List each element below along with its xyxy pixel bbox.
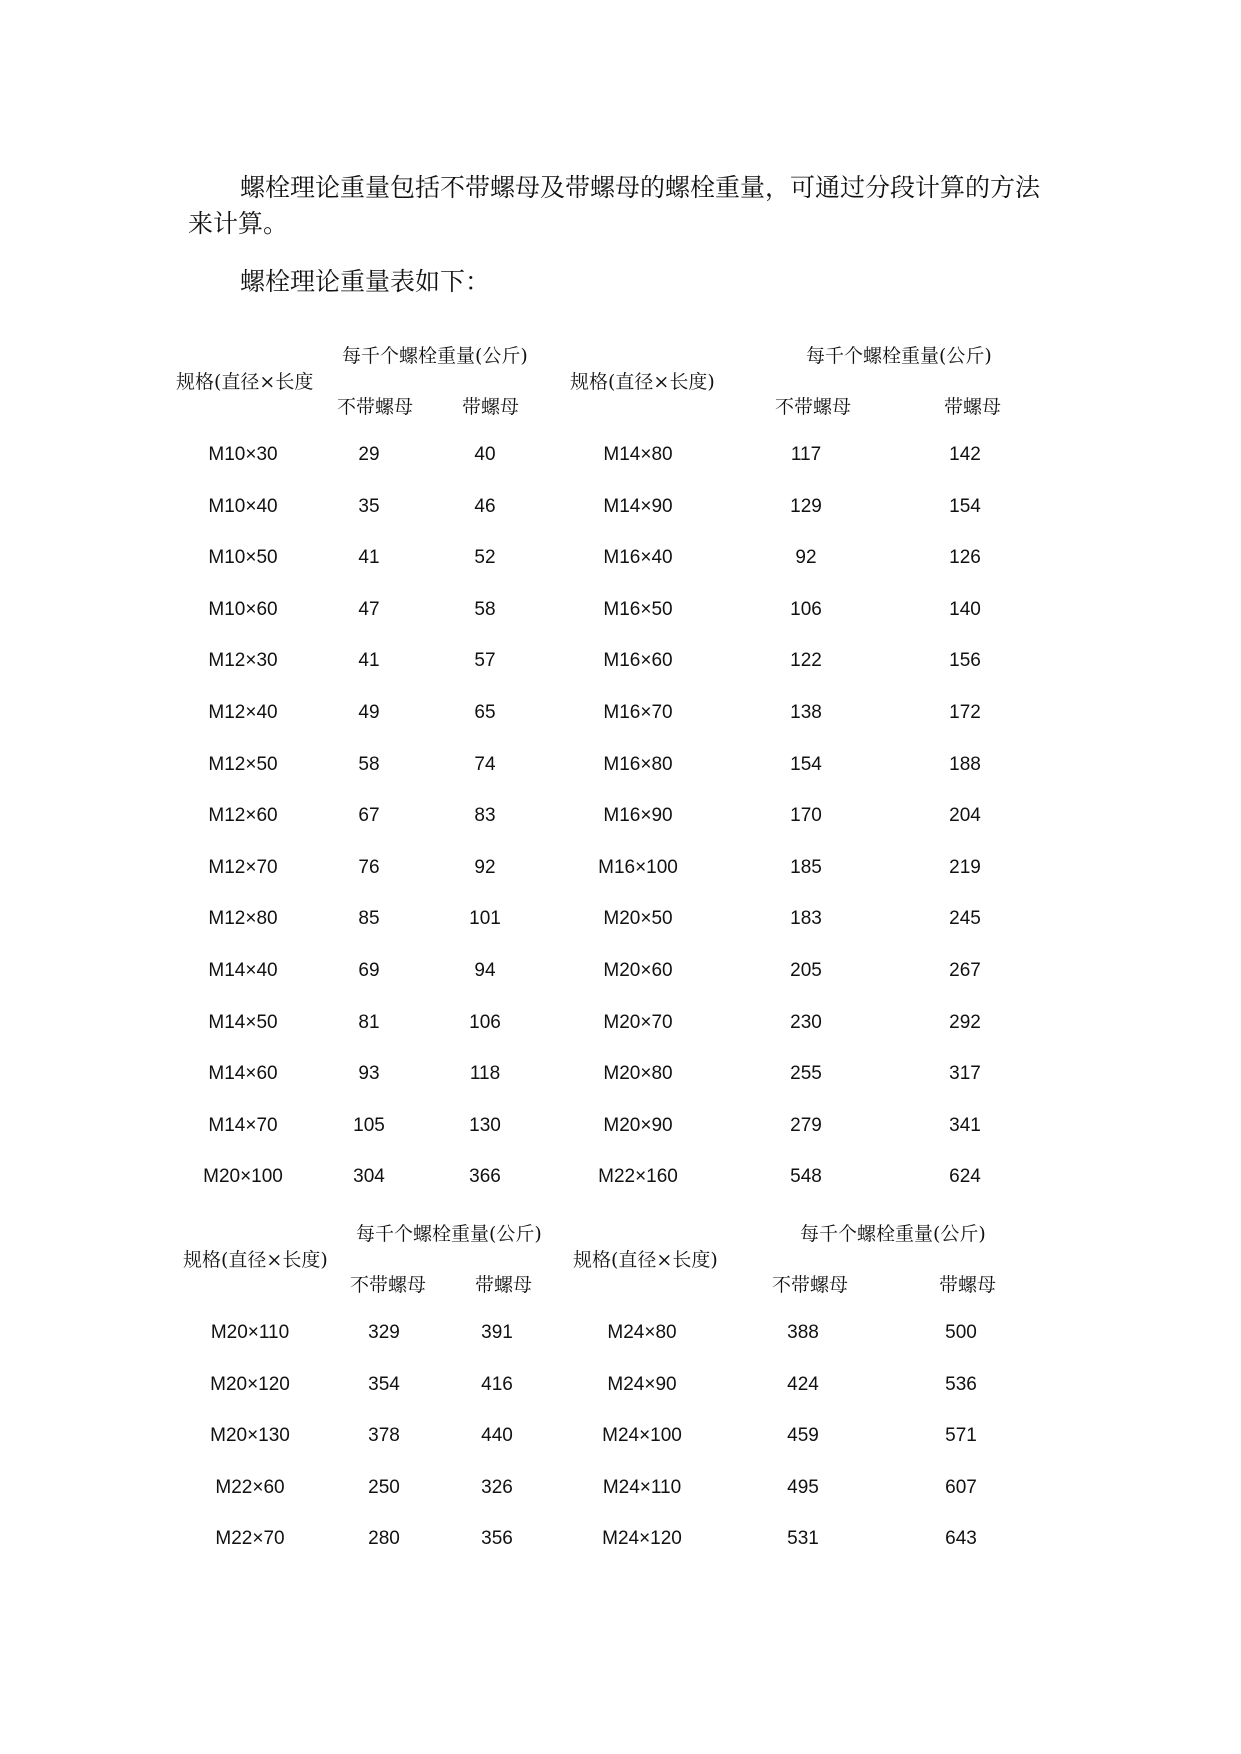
with-nut-cell: 130	[469, 1114, 501, 1136]
without-nut-cell: 250	[368, 1476, 400, 1498]
without-nut-header: 不带螺母	[337, 396, 414, 418]
with-nut-cell: 292	[949, 1011, 981, 1033]
spec-cell: M20×120	[210, 1373, 290, 1395]
spec-cell: M10×60	[208, 598, 278, 620]
spec-cell: M24×110	[602, 1476, 682, 1498]
with-nut-cell: 245	[949, 908, 981, 930]
without-nut-cell: 170	[790, 805, 822, 827]
spec-cell: M16×60	[603, 650, 673, 672]
with-nut-cell: 366	[469, 1166, 501, 1188]
with-nut-cell: 172	[949, 702, 981, 723]
without-nut-cell: 85	[358, 908, 380, 930]
without-nut-cell: 354	[368, 1373, 400, 1395]
spec-cell: M16×90	[603, 805, 673, 827]
without-nut-cell: 388	[787, 1322, 819, 1343]
without-nut-cell: 280	[368, 1528, 400, 1550]
spec-cell: M14×60	[208, 1063, 278, 1085]
spec-cell: M14×90	[603, 495, 673, 517]
without-nut-cell: 183	[790, 908, 822, 930]
without-nut-cell: 67	[358, 805, 380, 827]
with-nut-cell: 341	[949, 1114, 981, 1136]
without-nut-cell: 106	[790, 598, 822, 620]
with-nut-cell: 101	[469, 908, 501, 930]
without-nut-cell: 255	[790, 1063, 822, 1085]
without-nut-cell: 58	[358, 753, 380, 775]
spec-cell: M14×40	[208, 960, 278, 981]
spec-cell: M10×50	[208, 547, 278, 569]
without-nut-cell: 129	[790, 495, 822, 517]
spec-cell: M14×70	[208, 1114, 278, 1136]
spec-cell: M16×80	[603, 753, 673, 775]
without-nut-cell: 41	[358, 650, 380, 672]
with-nut-cell: 391	[481, 1322, 513, 1343]
without-nut-cell: 230	[790, 1011, 822, 1033]
without-nut-cell: 424	[787, 1373, 819, 1395]
spec-cell: M24×80	[607, 1322, 677, 1343]
with-nut-cell: 140	[949, 598, 981, 620]
with-nut-cell: 57	[474, 650, 496, 672]
without-nut-cell: 29	[358, 444, 380, 465]
spec-cell: M20×50	[603, 908, 673, 930]
with-nut-cell: 154	[949, 495, 981, 517]
without-nut-cell: 35	[358, 495, 380, 517]
without-nut-cell: 105	[353, 1114, 385, 1136]
with-nut-cell: 267	[949, 960, 981, 981]
without-nut-cell: 92	[795, 547, 817, 569]
spec-cell: M24×120	[602, 1528, 682, 1550]
intro-paragraph: 螺栓理论重量包括不带螺母及带螺母的螺栓重量，可通过分段计算的方法来计算。	[188, 173, 1041, 238]
without-nut-cell: 49	[358, 702, 380, 723]
without-nut-cell: 548	[790, 1166, 822, 1188]
with-nut-cell: 106	[469, 1011, 501, 1033]
with-nut-header: 带螺母	[475, 1274, 533, 1296]
spec-cell: M20×100	[203, 1166, 283, 1188]
without-nut-cell: 81	[358, 1011, 380, 1033]
with-nut-cell: 416	[481, 1373, 513, 1395]
without-nut-cell: 459	[787, 1425, 819, 1447]
spec-cell: M10×30	[208, 444, 278, 465]
spec-header: 规格(直径×长度)	[183, 1249, 328, 1271]
with-nut-header: 带螺母	[462, 396, 520, 418]
with-nut-cell: 92	[474, 856, 496, 878]
weight-group-header: 每千个螺栓重量(公斤)	[356, 1223, 542, 1245]
weight-group-header: 每千个螺栓重量(公斤)	[806, 345, 992, 367]
without-nut-cell: 76	[358, 856, 380, 878]
spec-cell: M14×50	[208, 1011, 278, 1033]
spec-cell: M12×80	[208, 908, 278, 930]
spec-cell: M12×60	[208, 805, 278, 827]
with-nut-cell: 126	[949, 547, 981, 569]
spec-cell: M20×110	[210, 1322, 290, 1343]
spec-cell: M20×90	[603, 1114, 673, 1136]
with-nut-cell: 624	[949, 1166, 981, 1188]
table-intro: 螺栓理论重量表如下：	[240, 267, 491, 296]
spec-cell: M12×40	[208, 702, 278, 723]
without-nut-cell: 93	[358, 1063, 380, 1085]
spec-cell: M20×130	[210, 1425, 290, 1447]
without-nut-cell: 329	[368, 1322, 400, 1343]
spec-cell: M20×70	[603, 1011, 673, 1033]
with-nut-cell: 643	[945, 1528, 977, 1550]
with-nut-cell: 65	[474, 702, 496, 723]
with-nut-cell: 536	[945, 1373, 977, 1395]
with-nut-cell: 326	[481, 1476, 513, 1498]
spec-cell: M12×30	[208, 650, 278, 672]
without-nut-cell: 304	[353, 1166, 385, 1188]
spec-cell: M24×90	[607, 1373, 677, 1395]
spec-cell: M20×60	[603, 960, 673, 981]
without-nut-cell: 279	[790, 1114, 822, 1136]
spec-header: 规格(直径×长度)	[573, 1249, 718, 1271]
without-nut-cell: 138	[790, 702, 822, 723]
spec-cell: M22×60	[215, 1476, 285, 1498]
with-nut-cell: 94	[474, 960, 496, 981]
without-nut-cell: 122	[790, 650, 822, 672]
spec-cell: M12×50	[208, 753, 278, 775]
weight-group-header: 每千个螺栓重量(公斤)	[342, 345, 528, 367]
with-nut-cell: 74	[474, 753, 496, 775]
with-nut-cell: 204	[949, 805, 981, 827]
with-nut-cell: 188	[949, 753, 981, 775]
without-nut-cell: 531	[787, 1528, 819, 1550]
without-nut-cell: 41	[358, 547, 380, 569]
without-nut-cell: 185	[790, 856, 822, 878]
with-nut-header: 带螺母	[944, 396, 1002, 418]
spec-cell: M24×100	[602, 1425, 682, 1447]
spec-header: 规格(直径×长度	[176, 371, 314, 393]
with-nut-cell: 40	[474, 444, 496, 465]
spec-cell: M14×80	[603, 444, 673, 465]
without-nut-cell: 378	[368, 1425, 400, 1447]
without-nut-header: 不带螺母	[772, 1274, 849, 1296]
with-nut-cell: 58	[474, 598, 496, 620]
with-nut-cell: 440	[481, 1425, 513, 1447]
without-nut-cell: 154	[790, 753, 822, 775]
with-nut-cell: 83	[474, 805, 496, 827]
spec-cell: M22×160	[598, 1166, 678, 1188]
spec-header: 规格(直径×长度)	[570, 371, 715, 393]
with-nut-cell: 52	[474, 547, 496, 569]
with-nut-cell: 156	[949, 650, 981, 672]
with-nut-cell: 607	[945, 1476, 977, 1498]
spec-cell: M10×40	[208, 495, 278, 517]
without-nut-cell: 69	[358, 960, 380, 981]
without-nut-cell: 47	[358, 598, 380, 620]
spec-cell: M16×50	[603, 598, 673, 620]
with-nut-cell: 46	[474, 495, 496, 517]
with-nut-cell: 356	[481, 1528, 513, 1550]
with-nut-cell: 142	[949, 444, 981, 465]
without-nut-cell: 205	[790, 960, 822, 981]
with-nut-cell: 219	[949, 856, 981, 878]
spec-cell: M16×100	[598, 856, 678, 878]
with-nut-header: 带螺母	[939, 1274, 997, 1296]
spec-cell: M22×70	[215, 1528, 285, 1550]
spec-cell: M20×80	[603, 1063, 673, 1085]
weight-group-header: 每千个螺栓重量(公斤)	[800, 1223, 986, 1245]
spec-cell: M16×40	[603, 547, 673, 569]
with-nut-cell: 317	[949, 1063, 981, 1085]
with-nut-cell: 500	[945, 1322, 977, 1343]
without-nut-cell: 495	[787, 1476, 819, 1498]
without-nut-header: 不带螺母	[775, 396, 852, 418]
with-nut-cell: 118	[469, 1063, 501, 1085]
without-nut-cell: 117	[790, 444, 822, 465]
spec-cell: M12×70	[208, 856, 278, 878]
spec-cell: M16×70	[603, 702, 673, 723]
without-nut-header: 不带螺母	[350, 1274, 427, 1296]
with-nut-cell: 571	[945, 1425, 977, 1447]
